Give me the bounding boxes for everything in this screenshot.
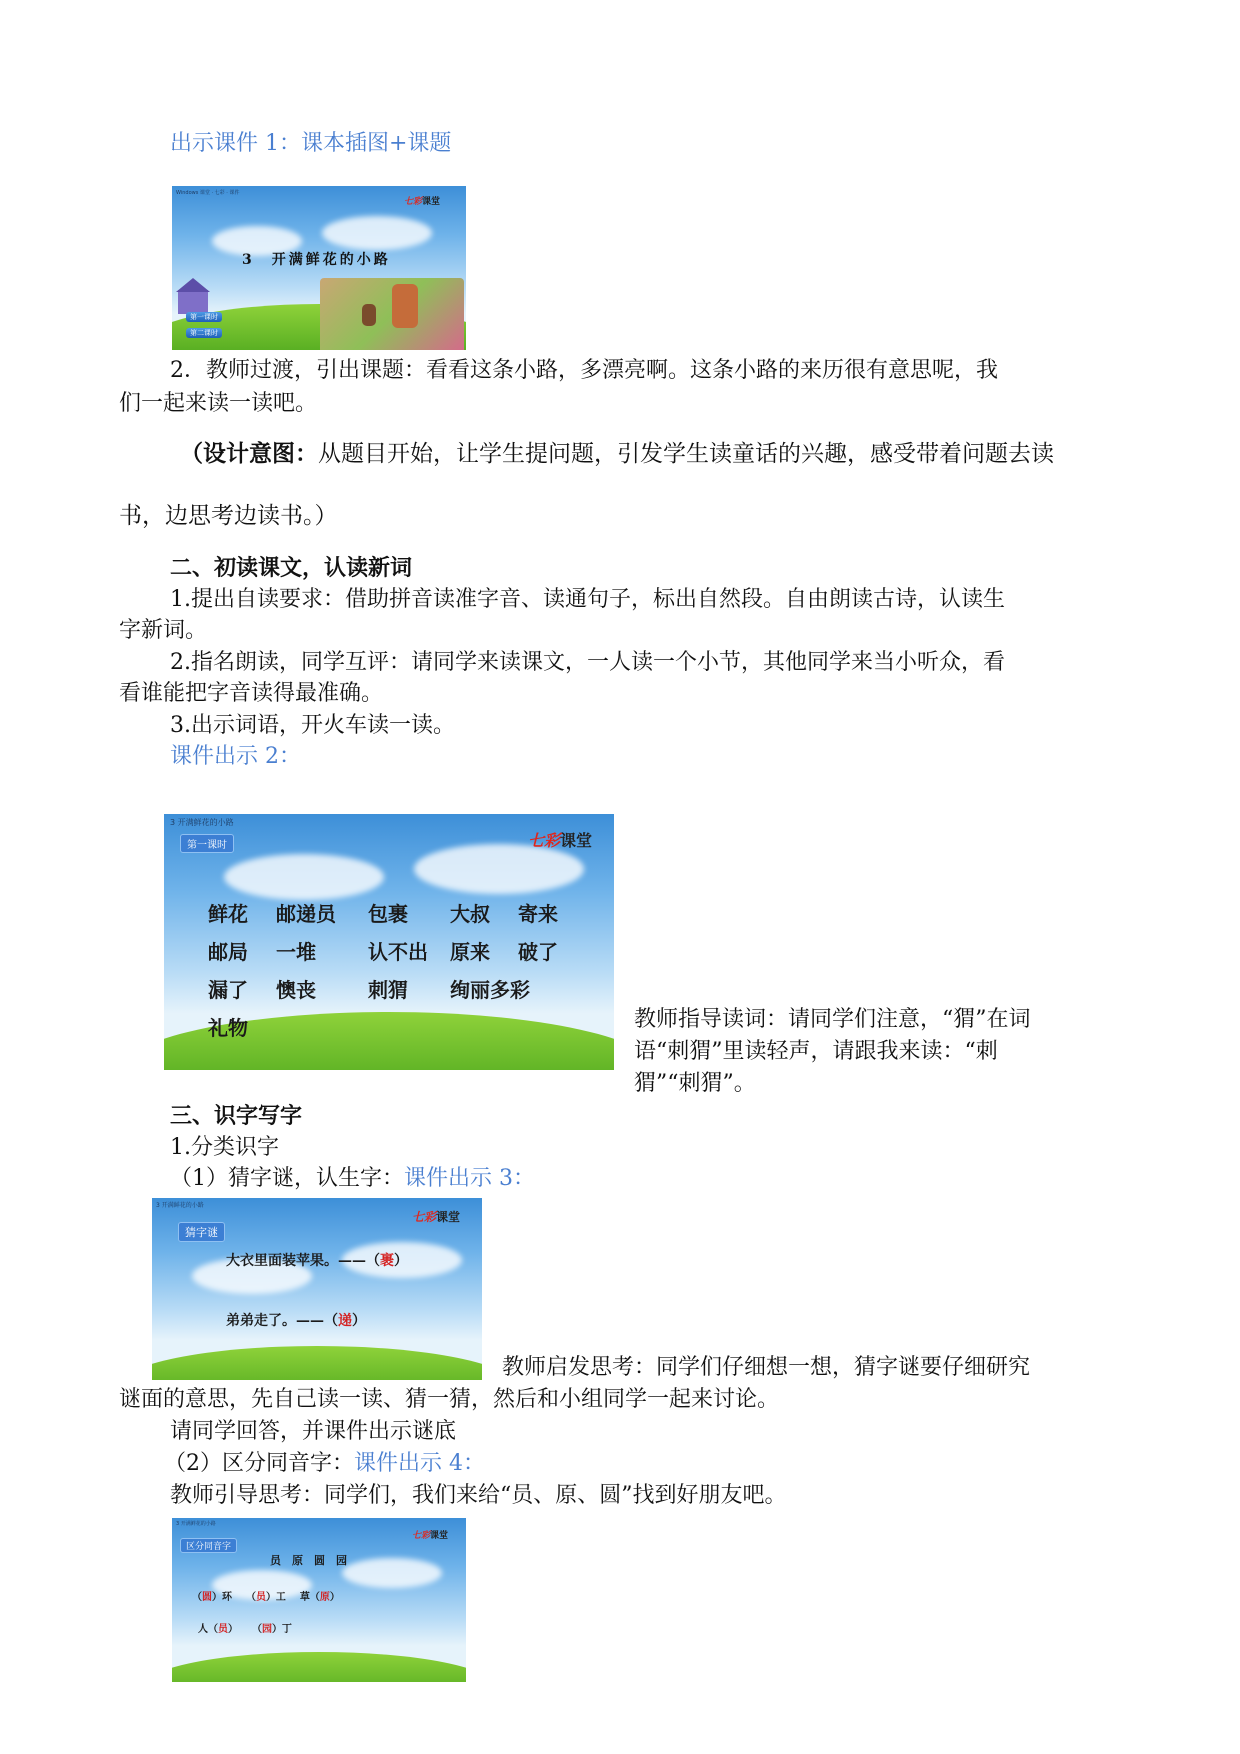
classify-heading: 1.分类识字 bbox=[170, 1135, 279, 1160]
homophone-header: 员 原 圆 园 bbox=[270, 1554, 347, 1567]
section-3-heading: 三、识字写字 bbox=[170, 1103, 303, 1129]
lesson-1-button[interactable]: 第一课时 bbox=[186, 312, 222, 322]
slide-1-topbar: Windows 课堂 · 七彩 · 课件 bbox=[176, 190, 240, 196]
riddle-2: 弟弟走了。——（递） bbox=[226, 1313, 366, 1329]
courseware-1-caption: 出示课件 1：课本插图+课题 bbox=[170, 131, 452, 156]
house-illustration bbox=[178, 290, 208, 314]
courseware-4-caption: 课件出示 4： bbox=[354, 1451, 485, 1476]
slide-3-caption: 3 开满鲜花的小路 bbox=[156, 1202, 204, 1209]
guide-riddle-line1: 教师启发思考：同学们仔细想一想，猜字谜要仔细研究 bbox=[502, 1355, 1031, 1380]
transition-paragraph-line2: 们一起来读一读吧。 bbox=[119, 391, 318, 416]
slide-4-homophones bbox=[172, 1518, 466, 1682]
vocab-word: 大叔 bbox=[450, 902, 490, 926]
vocab-word: 懊丧 bbox=[276, 978, 316, 1002]
slide-3-logo: 七彩课堂 bbox=[411, 1210, 460, 1224]
vocab-word: 刺猬 bbox=[368, 978, 408, 1002]
homophone-row-1: （圆）环 （员）工 草（原） bbox=[192, 1592, 340, 1603]
vocab-word: 包裹 bbox=[368, 902, 408, 926]
step3-line: 3.出示词语，开火车读一读。 bbox=[170, 713, 455, 738]
vocab-word: 漏了 bbox=[208, 978, 248, 1002]
design-intent-line2: 书，边思考边读书。） bbox=[119, 503, 338, 529]
slide-3-riddles bbox=[152, 1198, 482, 1380]
slide-3-tag: 猜字谜 bbox=[178, 1222, 225, 1242]
slide-2-vocabulary bbox=[164, 814, 614, 1070]
guide-reading-line3: 猬”“刺猬”。 bbox=[634, 1071, 756, 1096]
vocab-word: 寄来 bbox=[518, 902, 558, 926]
slide-2-lesson-tag: 第一课时 bbox=[180, 834, 234, 853]
slide-4-tag: 区分同音字 bbox=[180, 1538, 237, 1553]
vocab-word: 破了 bbox=[518, 940, 558, 964]
riddle-1: 大衣里面装苹果。——（裹） bbox=[226, 1253, 408, 1269]
homophone-row-2: 人（员） （园）丁 bbox=[198, 1624, 292, 1635]
slide-2-caption: 3 开满鲜花的小路 bbox=[170, 818, 234, 827]
slide-4-caption: 3 开满鲜花的小路 bbox=[176, 1521, 216, 1527]
courseware-2-caption: 课件出示 2： bbox=[170, 744, 301, 769]
step2-line1: 2.指名朗读，同学互评：请同学来读课文，一人读一个小节，其他同学来当小听众，看 bbox=[170, 650, 1005, 675]
step2-line2: 看谁能把字音读得最准确。 bbox=[119, 681, 384, 706]
slide-2-logo: 七彩课堂 bbox=[527, 831, 592, 850]
design-intent-text: （设计意图：从题目开始，让学生提问题，引发学生读童话的兴趣，感受带着问题去读 bbox=[180, 441, 1054, 467]
vocab-word: 邮局 bbox=[208, 940, 248, 964]
riddle-1-answer: 裹 bbox=[380, 1253, 394, 1269]
section-2-heading: 二、初读课文，认读新词 bbox=[170, 555, 413, 581]
riddle-2-answer: 递 bbox=[338, 1313, 352, 1329]
vocab-word: 邮递员 bbox=[276, 902, 336, 926]
courseware-3-caption: 课件出示 3： bbox=[404, 1166, 535, 1191]
guide-riddle-line2: 谜面的意思，先自己读一读、猜一猜，然后和小组同学一起来讨论。 bbox=[119, 1387, 780, 1412]
guide-riddle-line3: 请同学回答，并课件出示谜底 bbox=[170, 1419, 457, 1444]
vocab-word: 原来 bbox=[450, 940, 490, 964]
lesson-2-button[interactable]: 第二课时 bbox=[186, 328, 222, 338]
riddle-step: （1）猜字谜，认生字：课件出示 3： bbox=[170, 1166, 535, 1191]
guide-reading-line1: 教师指导读词：请同学们注意，“猬”在词 bbox=[634, 1007, 1031, 1032]
vocab-word: 一堆 bbox=[276, 940, 316, 964]
step1-line1: 1.提出自读要求：借助拼音读准字音、读通句子，标出自然段。自由朗读古诗，认读生 bbox=[170, 587, 1005, 612]
vocab-word: 礼物 bbox=[208, 1016, 248, 1040]
vocab-word: 绚丽多彩 bbox=[450, 978, 530, 1002]
step1-line2: 字新词。 bbox=[119, 618, 208, 643]
slide-1-textbook-illustration bbox=[172, 186, 466, 350]
vocab-word: 认不出 bbox=[368, 940, 428, 964]
slide-1-logo: 七彩课堂 bbox=[403, 197, 440, 207]
transition-paragraph-line1: 2．教师过渡，引出课题：看看这条小路，多漂亮啊。这条小路的来历很有意思呢，我 bbox=[170, 358, 998, 383]
vocab-word: 鲜花 bbox=[208, 902, 248, 926]
slide-1-title: 3 开满鲜花的小路 bbox=[242, 252, 391, 268]
guide-reading-line2: 语“刺猬”里读轻声，请跟我来读：“刺 bbox=[634, 1039, 998, 1064]
guide-homophone: 教师引导思考：同学们，我们来给“员、原、圆”找到好朋友吧。 bbox=[170, 1483, 787, 1508]
slide-4-logo: 七彩课堂 bbox=[411, 1531, 448, 1541]
homophone-step: （2）区分同音字：课件出示 4： bbox=[164, 1451, 485, 1476]
